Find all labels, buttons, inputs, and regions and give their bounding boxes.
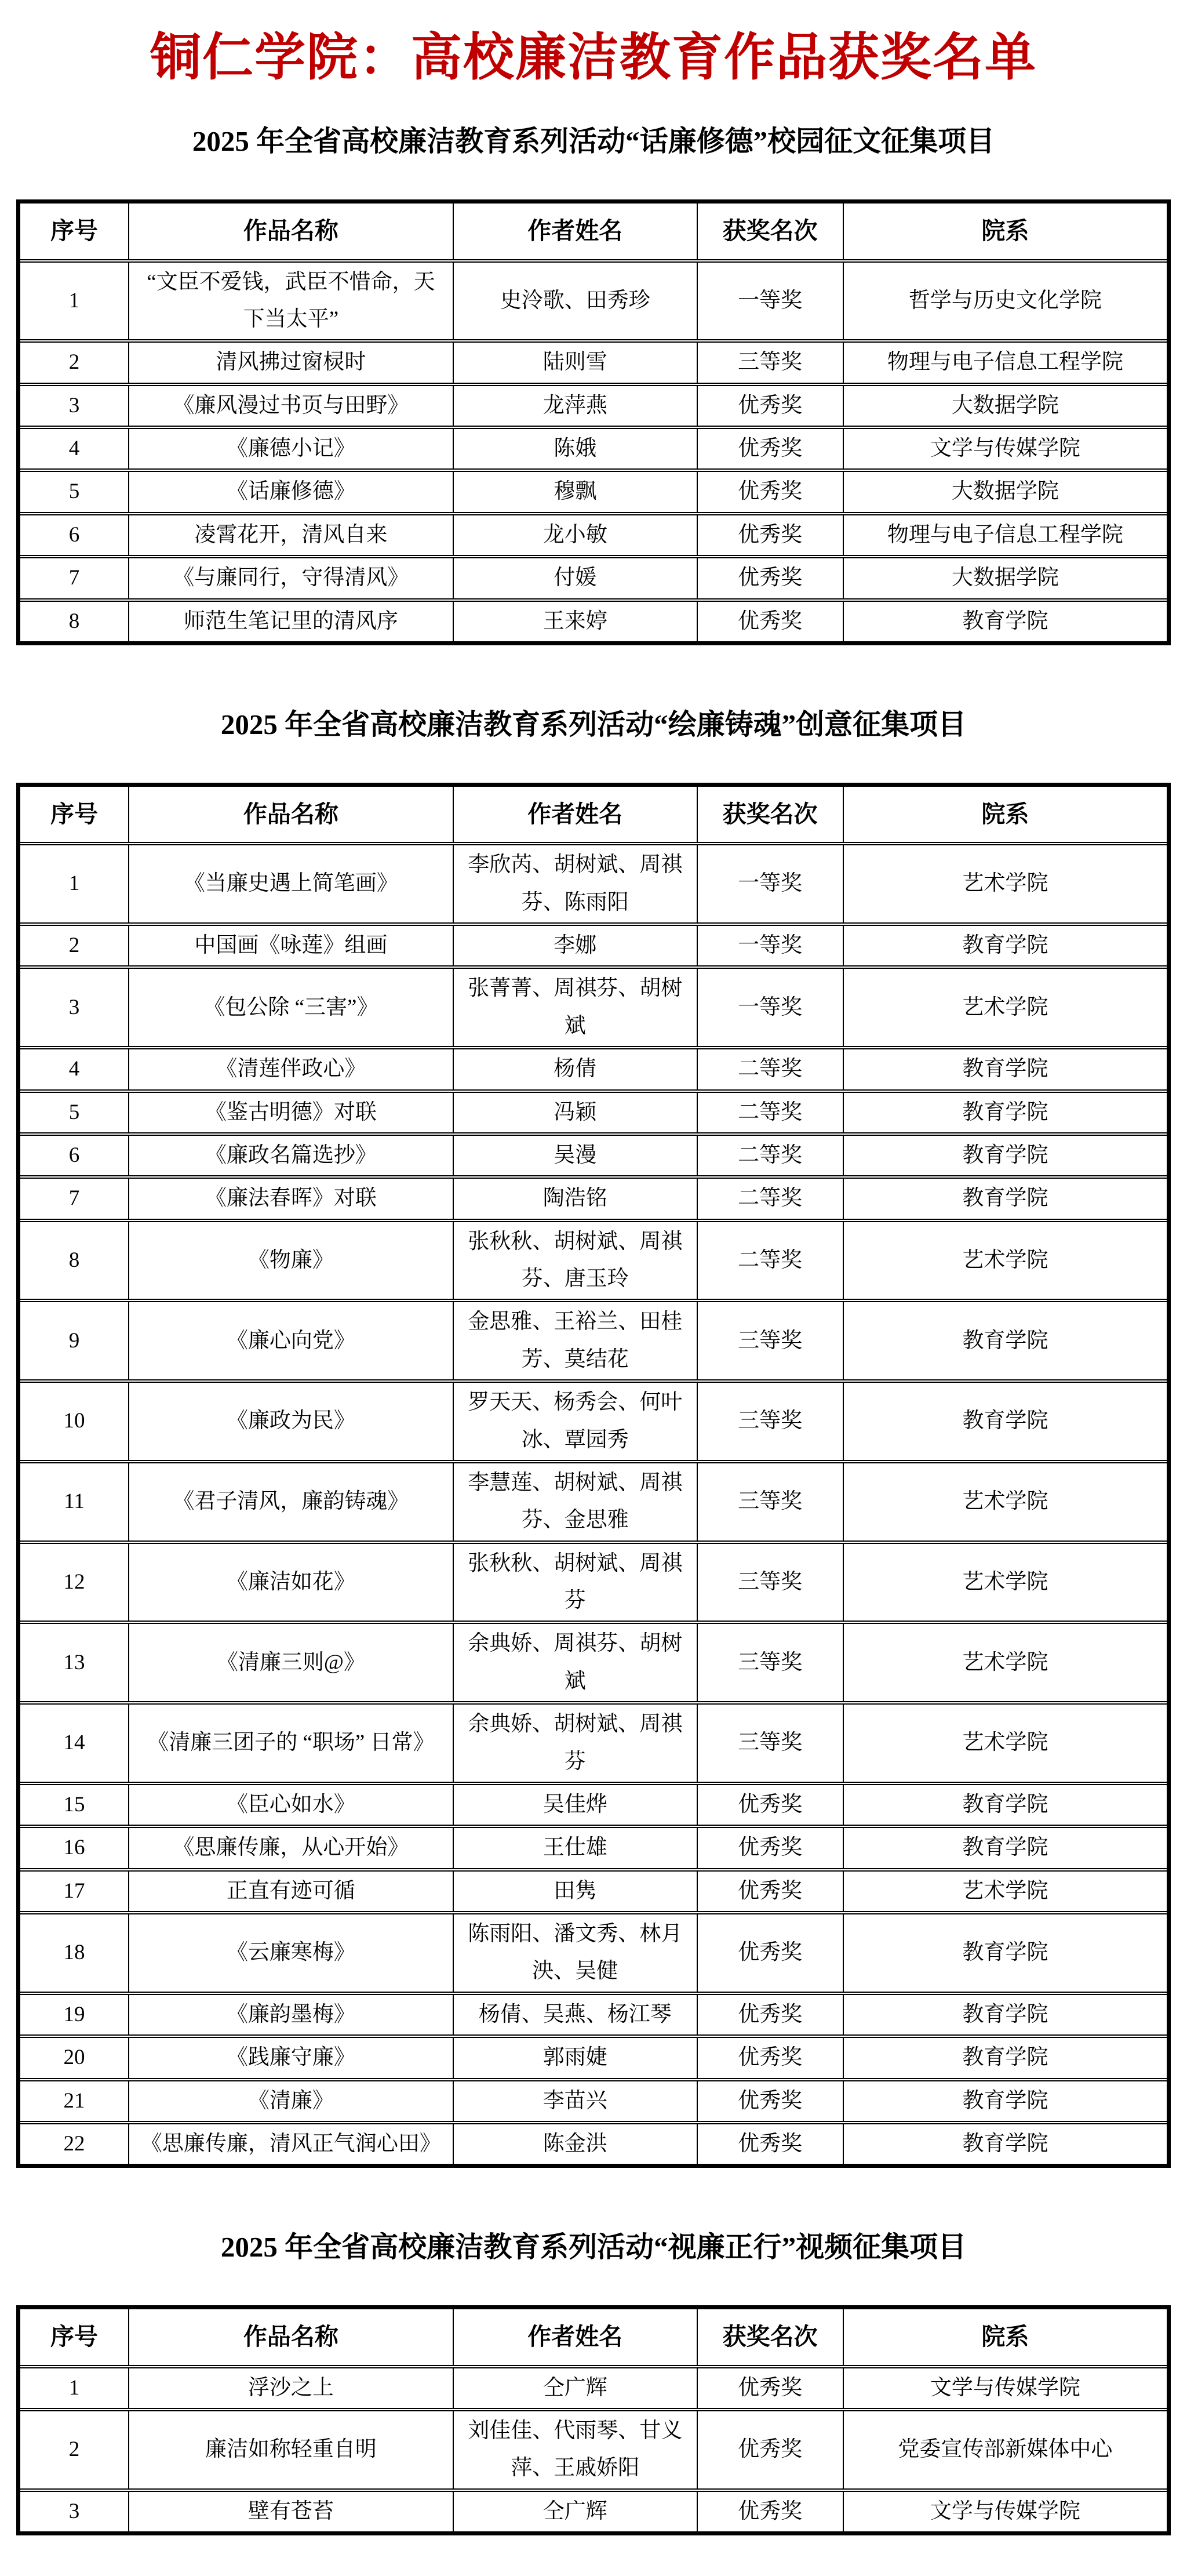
cell-authors: 史泠歌、田秀珍	[453, 261, 697, 341]
cell-department: 大数据学院	[843, 557, 1169, 600]
table-row	[19, 1220, 1169, 1301]
cell-authors: 仝广辉	[453, 2367, 697, 2410]
cell-index: 9	[19, 1300, 129, 1381]
cell-department: 艺术学院	[843, 1870, 1169, 1913]
cell-work-title: 清风拂过窗棂时	[129, 341, 453, 384]
cell-index: 16	[19, 1826, 129, 1869]
cell-department: 教育学院	[843, 2123, 1169, 2166]
cell-index: 1	[19, 2367, 129, 2410]
cell-department: 艺术学院	[843, 844, 1169, 924]
cell-work-title: 廉洁如称轻重自明	[129, 2410, 453, 2490]
cell-authors: 金思雅、王裕兰、田桂芳、莫结花	[453, 1300, 697, 1381]
column-header-0: 序号	[19, 2308, 129, 2367]
cell-department: 教育学院	[843, 1300, 1169, 1381]
cell-work-title: 中国画《咏莲》组画	[129, 924, 453, 967]
cell-department: 教育学院	[843, 2036, 1169, 2079]
cell-index: 17	[19, 1870, 129, 1913]
cell-authors: 李慧莲、胡树斌、周祺芬、金思雅	[453, 1462, 697, 1542]
column-header-2: 作者姓名	[453, 201, 697, 260]
cell-work-title: 《清廉三则@》	[129, 1622, 453, 1703]
cell-work-title: 《廉德小记》	[129, 427, 453, 470]
cell-index: 6	[19, 1134, 129, 1177]
cell-work-title: 《廉政为民》	[129, 1381, 453, 1462]
cell-department: 教育学院	[843, 1048, 1169, 1091]
awards-table	[16, 2305, 1171, 2535]
cell-department: 物理与电子信息工程学院	[843, 514, 1169, 557]
cell-award: 优秀奖	[697, 1993, 843, 2036]
cell-index: 21	[19, 2080, 129, 2123]
table-row	[19, 1826, 1169, 1869]
cell-award: 优秀奖	[697, 1826, 843, 1869]
cell-index: 12	[19, 1542, 129, 1623]
cell-index: 18	[19, 1913, 129, 1993]
cell-award: 优秀奖	[697, 2490, 843, 2534]
table-row	[19, 261, 1169, 341]
table-header-row	[19, 2308, 1169, 2367]
cell-work-title: 《廉法春晖》对联	[129, 1177, 453, 1220]
cell-authors: 李娜	[453, 924, 697, 967]
cell-work-title: 《廉韵墨梅》	[129, 1993, 453, 2036]
cell-index: 5	[19, 1091, 129, 1134]
cell-work-title: 《思廉传廉，清风正气润心田》	[129, 2123, 453, 2166]
cell-department: 教育学院	[843, 1091, 1169, 1134]
cell-award: 优秀奖	[697, 2367, 843, 2410]
cell-index: 8	[19, 600, 129, 644]
table-row	[19, 1462, 1169, 1542]
cell-work-title: 《清廉》	[129, 2080, 453, 2123]
cell-work-title: 《鉴古明德》对联	[129, 1091, 453, 1134]
cell-authors: 陶浩铭	[453, 1177, 697, 1220]
cell-work-title: 《廉风漫过书页与田野》	[129, 384, 453, 427]
table-row	[19, 1703, 1169, 1783]
cell-award: 三等奖	[697, 341, 843, 384]
cell-department: 艺术学院	[843, 1462, 1169, 1542]
cell-award: 优秀奖	[697, 600, 843, 644]
cell-work-title: 《臣心如水》	[129, 1783, 453, 1826]
table-row	[19, 2367, 1169, 2410]
cell-index: 20	[19, 2036, 129, 2079]
cell-index: 1	[19, 261, 129, 341]
cell-index: 4	[19, 1048, 129, 1091]
cell-work-title: 浮沙之上	[129, 2367, 453, 2410]
cell-department: 教育学院	[843, 1177, 1169, 1220]
cell-department: 教育学院	[843, 1993, 1169, 2036]
cell-authors: 杨倩	[453, 1048, 697, 1091]
cell-award: 优秀奖	[697, 1783, 843, 1826]
cell-authors: 余典娇、周祺芬、胡树斌	[453, 1622, 697, 1703]
cell-authors: 仝广辉	[453, 2490, 697, 2534]
cell-department: 艺术学院	[843, 967, 1169, 1048]
column-header-1: 作品名称	[129, 784, 453, 844]
cell-department: 艺术学院	[843, 1703, 1169, 1783]
cell-department: 教育学院	[843, 1826, 1169, 1869]
cell-authors: 罗天天、杨秀会、何叶冰、覃园秀	[453, 1381, 697, 1462]
cell-work-title: 《廉政名篇选抄》	[129, 1134, 453, 1177]
cell-award: 二等奖	[697, 1048, 843, 1091]
cell-work-title: 《包公除 “三害”》	[129, 967, 453, 1048]
table-row	[19, 427, 1169, 470]
cell-department: 教育学院	[843, 924, 1169, 967]
column-header-4: 院系	[843, 2308, 1169, 2367]
cell-department: 文学与传媒学院	[843, 2490, 1169, 2534]
cell-department: 教育学院	[843, 1134, 1169, 1177]
cell-work-title: 师范生笔记里的清风序	[129, 600, 453, 644]
cell-department: 教育学院	[843, 600, 1169, 644]
cell-work-title: 《物廉》	[129, 1220, 453, 1301]
cell-index: 3	[19, 967, 129, 1048]
cell-index: 14	[19, 1703, 129, 1783]
table-row	[19, 1300, 1169, 1381]
cell-department: 教育学院	[843, 1913, 1169, 1993]
cell-award: 二等奖	[697, 1220, 843, 1301]
cell-work-title: 《话廉修德》	[129, 470, 453, 513]
table-row	[19, 1177, 1169, 1220]
cell-award: 优秀奖	[697, 1913, 843, 1993]
award-section	[16, 708, 1171, 2168]
cell-work-title: 《廉洁如花》	[129, 1542, 453, 1623]
cell-index: 7	[19, 557, 129, 600]
table-row	[19, 1048, 1169, 1091]
cell-index: 6	[19, 514, 129, 557]
cell-work-title: 壁有苍苔	[129, 2490, 453, 2534]
cell-department: 教育学院	[843, 1381, 1169, 1462]
cell-award: 优秀奖	[697, 2080, 843, 2123]
cell-work-title: “文臣不爱钱，武臣不惜命，天下当太平”	[129, 261, 453, 341]
cell-authors: 龙萍燕	[453, 384, 697, 427]
cell-award: 三等奖	[697, 1622, 843, 1703]
cell-authors: 龙小敏	[453, 514, 697, 557]
cell-index: 2	[19, 924, 129, 967]
column-header-1: 作品名称	[129, 2308, 453, 2367]
table-row	[19, 2036, 1169, 2079]
cell-department: 党委宣传部新媒体中心	[843, 2410, 1169, 2490]
cell-department: 教育学院	[843, 1783, 1169, 1826]
cell-award: 三等奖	[697, 1300, 843, 1381]
column-header-0: 序号	[19, 201, 129, 260]
cell-award: 一等奖	[697, 844, 843, 924]
table-row	[19, 2490, 1169, 2534]
cell-authors: 陈雨阳、潘文秀、林月泱、吴健	[453, 1913, 697, 1993]
column-header-1: 作品名称	[129, 201, 453, 260]
cell-award: 优秀奖	[697, 470, 843, 513]
table-row	[19, 967, 1169, 1048]
table-header-row	[19, 201, 1169, 260]
cell-index: 8	[19, 1220, 129, 1301]
cell-authors: 吴漫	[453, 1134, 697, 1177]
column-header-4: 院系	[843, 784, 1169, 844]
column-header-4: 院系	[843, 201, 1169, 260]
cell-index: 11	[19, 1462, 129, 1542]
cell-index: 19	[19, 1993, 129, 2036]
column-header-2: 作者姓名	[453, 784, 697, 844]
table-row	[19, 470, 1169, 513]
cell-authors: 吴佳烨	[453, 1783, 697, 1826]
cell-work-title: 《践廉守廉》	[129, 2036, 453, 2079]
cell-work-title: 《当廉史遇上简笔画》	[129, 844, 453, 924]
table-row	[19, 1870, 1169, 1913]
award-section	[16, 125, 1171, 645]
cell-award: 优秀奖	[697, 2036, 843, 2079]
cell-index: 2	[19, 341, 129, 384]
cell-work-title: 《与廉同行，守得清风》	[129, 557, 453, 600]
cell-work-title: 《云廉寒梅》	[129, 1913, 453, 1993]
cell-index: 13	[19, 1622, 129, 1703]
column-header-2: 作者姓名	[453, 2308, 697, 2367]
table-row	[19, 924, 1169, 967]
cell-award: 三等奖	[697, 1381, 843, 1462]
table-row	[19, 557, 1169, 600]
cell-index: 4	[19, 427, 129, 470]
column-header-0: 序号	[19, 784, 129, 844]
cell-award: 二等奖	[697, 1091, 843, 1134]
cell-index: 7	[19, 1177, 129, 1220]
cell-index: 15	[19, 1783, 129, 1826]
table-row	[19, 1134, 1169, 1177]
table-row	[19, 514, 1169, 557]
cell-award: 优秀奖	[697, 2123, 843, 2166]
cell-index: 3	[19, 2490, 129, 2534]
cell-award: 优秀奖	[697, 384, 843, 427]
table-row	[19, 1091, 1169, 1134]
cell-index: 1	[19, 844, 129, 924]
cell-department: 大数据学院	[843, 470, 1169, 513]
cell-award: 一等奖	[697, 924, 843, 967]
cell-authors: 王来婷	[453, 600, 697, 644]
cell-department: 艺术学院	[843, 1220, 1169, 1301]
award-section	[16, 2230, 1171, 2535]
cell-authors: 付媛	[453, 557, 697, 600]
cell-award: 一等奖	[697, 261, 843, 341]
cell-department: 文学与传媒学院	[843, 427, 1169, 470]
cell-department: 物理与电子信息工程学院	[843, 341, 1169, 384]
cell-authors: 张秋秋、胡树斌、周祺芬、唐玉玲	[453, 1220, 697, 1301]
cell-award: 三等奖	[697, 1542, 843, 1623]
column-header-3: 获奖名次	[697, 201, 843, 260]
cell-work-title: 《思廉传廉，从心开始》	[129, 1826, 453, 1869]
table-row	[19, 1622, 1169, 1703]
awards-table	[16, 199, 1171, 645]
table-row	[19, 1913, 1169, 1993]
cell-department: 艺术学院	[843, 1542, 1169, 1623]
table-header-row	[19, 784, 1169, 844]
cell-department: 艺术学院	[843, 1622, 1169, 1703]
cell-index: 5	[19, 470, 129, 513]
cell-award: 优秀奖	[697, 557, 843, 600]
cell-work-title: 《君子清风，廉韵铸魂》	[129, 1462, 453, 1542]
awards-table	[16, 783, 1171, 2168]
cell-award: 优秀奖	[697, 427, 843, 470]
table-row	[19, 2080, 1169, 2123]
cell-authors: 李欣芮、胡树斌、周祺芬、陈雨阳	[453, 844, 697, 924]
cell-department: 哲学与历史文化学院	[843, 261, 1169, 341]
cell-index: 2	[19, 2410, 129, 2490]
table-row	[19, 844, 1169, 924]
cell-award: 优秀奖	[697, 2410, 843, 2490]
table-row	[19, 2410, 1169, 2490]
table-row	[19, 384, 1169, 427]
table-row	[19, 600, 1169, 644]
cell-authors: 陈娥	[453, 427, 697, 470]
cell-work-title: 《清廉三团子的 “职场” 日常》	[129, 1703, 453, 1783]
table-row	[19, 341, 1169, 384]
cell-award: 三等奖	[697, 1462, 843, 1542]
cell-award: 二等奖	[697, 1177, 843, 1220]
cell-award: 优秀奖	[697, 514, 843, 557]
table-row	[19, 1381, 1169, 1462]
cell-award: 优秀奖	[697, 1870, 843, 1913]
table-row	[19, 2123, 1169, 2166]
cell-authors: 张秋秋、胡树斌、周祺芬	[453, 1542, 697, 1623]
section-title: 2025 年全省高校廉洁教育系列活动“话廉修德”校园征文征集项目	[192, 125, 995, 158]
cell-authors: 刘佳佳、代雨琴、甘义萍、王戚娇阳	[453, 2410, 697, 2490]
column-header-3: 获奖名次	[697, 2308, 843, 2367]
cell-work-title: 正直有迹可循	[129, 1870, 453, 1913]
column-header-3: 获奖名次	[697, 784, 843, 844]
cell-authors: 冯颖	[453, 1091, 697, 1134]
cell-authors: 王仕雄	[453, 1826, 697, 1869]
cell-award: 二等奖	[697, 1134, 843, 1177]
cell-index: 3	[19, 384, 129, 427]
table-row	[19, 1783, 1169, 1826]
sections-container	[16, 125, 1171, 2535]
cell-department: 文学与传媒学院	[843, 2367, 1169, 2410]
cell-department: 大数据学院	[843, 384, 1169, 427]
cell-work-title: 《清莲伴政心》	[129, 1048, 453, 1091]
cell-authors: 穆飘	[453, 470, 697, 513]
table-row	[19, 1542, 1169, 1623]
table-row	[19, 1993, 1169, 2036]
cell-authors: 张菁菁、周祺芬、胡树斌	[453, 967, 697, 1048]
section-title: 2025 年全省高校廉洁教育系列活动“绘廉铸魂”创意征集项目	[220, 708, 967, 740]
cell-index: 10	[19, 1381, 129, 1462]
cell-authors: 杨倩、吴燕、杨江琴	[453, 1993, 697, 2036]
cell-award: 三等奖	[697, 1703, 843, 1783]
cell-authors: 陆则雪	[453, 341, 697, 384]
cell-department: 教育学院	[843, 2080, 1169, 2123]
cell-award: 一等奖	[697, 967, 843, 1048]
cell-authors: 田隽	[453, 1870, 697, 1913]
page-title: 铜仁学院：高校廉洁教育作品获奖名单	[150, 30, 1037, 86]
section-title: 2025 年全省高校廉洁教育系列活动“视廉正行”视频征集项目	[220, 2231, 967, 2263]
cell-authors: 余典娇、胡树斌、周祺芬	[453, 1703, 697, 1783]
cell-authors: 陈金洪	[453, 2123, 697, 2166]
cell-work-title: 凌霄花开，清风自来	[129, 514, 453, 557]
cell-work-title: 《廉心向党》	[129, 1300, 453, 1381]
cell-authors: 李苗兴	[453, 2080, 697, 2123]
cell-index: 22	[19, 2123, 129, 2166]
cell-authors: 郭雨婕	[453, 2036, 697, 2079]
